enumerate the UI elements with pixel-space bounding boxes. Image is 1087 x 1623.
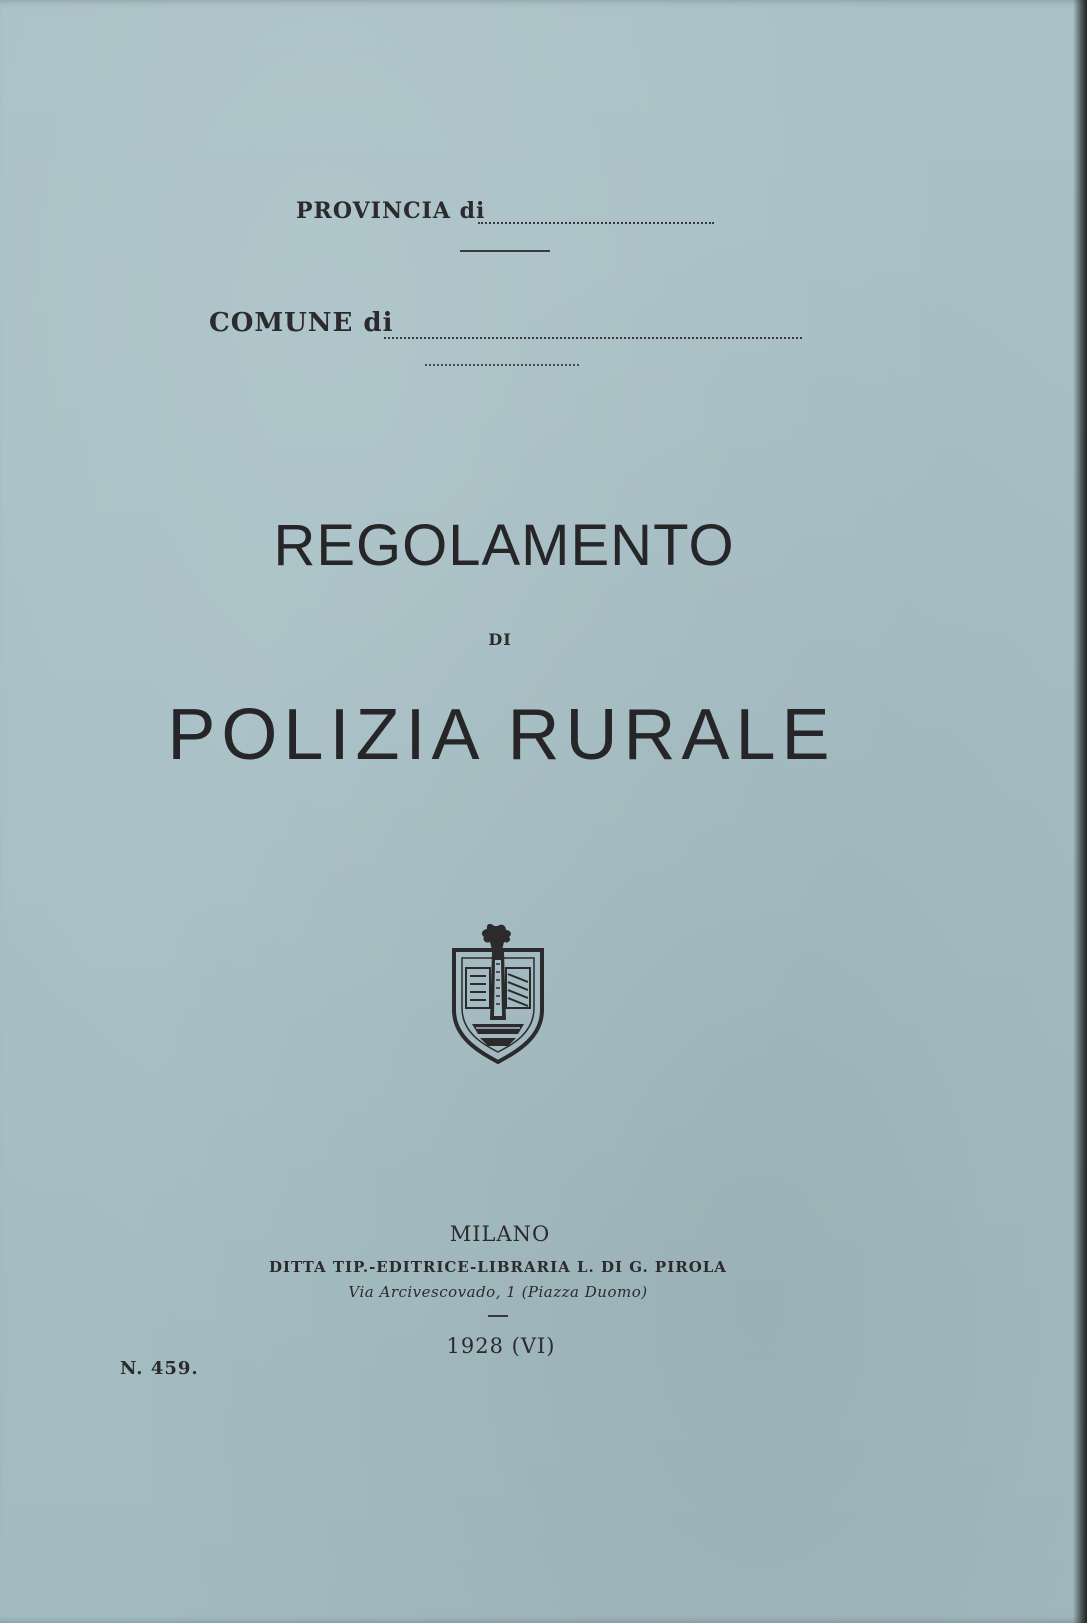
form-number: N. 459. — [120, 1358, 199, 1379]
provincia-fill-line — [478, 222, 714, 224]
divider-rule — [460, 250, 550, 252]
title-connector: DI — [488, 630, 512, 649]
page-edge-shadow — [1073, 0, 1087, 1623]
divider-rule — [488, 1315, 508, 1317]
provincia-label: PROVINCIA di — [296, 198, 486, 224]
comune-label: COMUNE di — [209, 308, 394, 338]
divider-rule — [425, 364, 579, 366]
publication-year: 1928 (VI) — [446, 1334, 556, 1358]
publisher-address: Via Arcivescovado, 1 (Piazza Duomo) — [348, 1283, 648, 1301]
publisher-coat-of-arms-icon — [446, 920, 550, 1066]
comune-fill-line — [384, 337, 802, 339]
publisher-city: MILANO — [449, 1222, 551, 1246]
title-line-1: REGOLAMENTO — [273, 513, 735, 578]
title-line-2: POLIZIA RURALE — [167, 695, 836, 775]
publisher-name: DITTA TIP.-EDITRICE-LIBRARIA L. DI G. PIROLA — [269, 1258, 727, 1276]
